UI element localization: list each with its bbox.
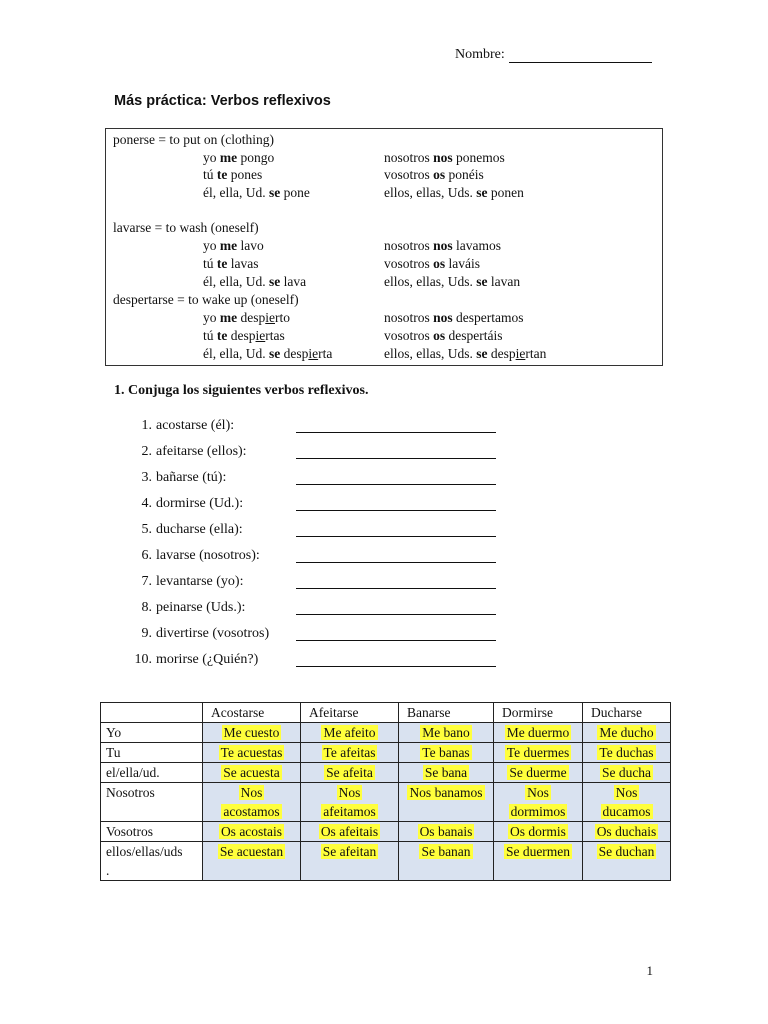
table-header-cell: Acostarse xyxy=(203,703,301,723)
conj-plural: nosotros nos lavamos xyxy=(384,238,502,253)
conj-plural: vosotros os despertáis xyxy=(384,328,503,343)
table-cell: Me duermo xyxy=(494,723,583,743)
row-label: Nosotros xyxy=(101,783,203,822)
conj-plural: nosotros nos ponemos xyxy=(384,150,505,165)
conj-singular: tú te lavas xyxy=(203,256,259,271)
row-label: Tu xyxy=(101,743,203,763)
conj-plural: ellos, ellas, Uds. se ponen xyxy=(384,185,524,200)
table-row xyxy=(101,842,671,881)
table-row xyxy=(101,723,671,743)
row-label: Yo xyxy=(101,723,203,743)
conj-plural: nosotros nos despertamos xyxy=(384,310,524,325)
table-row xyxy=(101,783,671,822)
row-label: Vosotros xyxy=(101,822,203,842)
table-cell: Me ducho xyxy=(583,723,671,743)
table-header-cell xyxy=(101,703,203,723)
conj-plural: ellos, ellas, Uds. se despiertan xyxy=(384,346,547,361)
conj-plural: ellos, ellas, Uds. se lavan xyxy=(384,274,521,289)
conj-singular: tú te pones xyxy=(203,167,263,182)
verb-infinitive: ponerse = to put on (clothing) xyxy=(113,132,274,147)
table-cell: Nos afeitamos xyxy=(301,783,399,822)
row-label: el/ella/ud. xyxy=(101,763,203,783)
table-cell: Nos acostamos xyxy=(203,783,301,822)
table-row xyxy=(101,743,671,763)
answer-blank[interactable] xyxy=(296,614,496,615)
table-header-cell: Afeitarse xyxy=(301,703,399,723)
table-cell: Te duermes xyxy=(494,743,583,763)
table-cell: Me bano xyxy=(399,723,494,743)
table-cell: Os banais xyxy=(399,822,494,842)
table-cell: Se bana xyxy=(399,763,494,783)
table-cell: Te acuestas xyxy=(203,743,301,763)
page-title: Más práctica: Verbos reflexivos xyxy=(114,93,331,109)
table-cell: Se acuestan xyxy=(203,842,301,881)
table-cell: Se ducha xyxy=(583,763,671,783)
conj-singular: él, ella, Ud. se lava xyxy=(203,274,307,289)
answer-blank[interactable] xyxy=(296,562,496,563)
table-cell: Se banan xyxy=(399,842,494,881)
table-cell: Se afeita xyxy=(301,763,399,783)
table-cell: Se afeitan xyxy=(301,842,399,881)
table-row xyxy=(101,822,671,842)
table-cell: Te banas xyxy=(399,743,494,763)
name-label: Nombre: xyxy=(455,47,505,62)
answer-blank[interactable] xyxy=(296,510,496,511)
answer-blank[interactable] xyxy=(296,458,496,459)
verb-infinitive: lavarse = to wash (oneself) xyxy=(113,220,259,235)
page-number: 1 xyxy=(646,963,653,978)
answer-blank[interactable] xyxy=(296,536,496,537)
conj-singular: él, ella, Ud. se despierta xyxy=(203,346,333,361)
table-cell: Os acostais xyxy=(203,822,301,842)
table-cell: Nos banamos xyxy=(399,783,494,822)
table-cell: Te afeitas xyxy=(301,743,399,763)
row-label: ellos/ellas/uds . xyxy=(101,842,203,881)
table-header-row xyxy=(101,703,671,723)
table-cell: Os duchais xyxy=(583,822,671,842)
table-cell: Se acuesta xyxy=(203,763,301,783)
table-cell: Nos ducamos xyxy=(583,783,671,822)
table-header-cell: Dormirse xyxy=(494,703,583,723)
table-cell: Se duerme xyxy=(494,763,583,783)
conj-singular: yo me despierto xyxy=(203,310,290,325)
table-header-cell: Banarse xyxy=(399,703,494,723)
conjugation-table xyxy=(100,702,671,881)
exercise-instruction: 1. Conjuga los siguientes verbos reflexivos. xyxy=(114,383,369,398)
answer-blank[interactable] xyxy=(296,432,496,433)
reference-box xyxy=(105,128,663,366)
conj-singular: yo me lavo xyxy=(203,238,264,253)
table-cell: Os afeitais xyxy=(301,822,399,842)
table-header-cell: Ducharse xyxy=(583,703,671,723)
answer-blank[interactable] xyxy=(296,666,496,667)
name-blank-line[interactable] xyxy=(509,48,652,63)
table-cell: Se duermen xyxy=(494,842,583,881)
table-cell: Se duchan xyxy=(583,842,671,881)
table-cell: Os dormis xyxy=(494,822,583,842)
answer-blank[interactable] xyxy=(296,640,496,641)
table-cell: Te duchas xyxy=(583,743,671,763)
conj-singular: yo me pongo xyxy=(203,150,275,165)
answer-blank[interactable] xyxy=(296,484,496,485)
conj-singular: él, ella, Ud. se pone xyxy=(203,185,310,200)
table-row xyxy=(101,763,671,783)
table-cell: Nos dormimos xyxy=(494,783,583,822)
conj-singular: tú te despiertas xyxy=(203,328,285,343)
verb-infinitive: despertarse = to wake up (oneself) xyxy=(113,292,299,307)
table-cell: Me afeito xyxy=(301,723,399,743)
answer-blank[interactable] xyxy=(296,588,496,589)
conj-plural: vosotros os ponéis xyxy=(384,167,484,182)
conj-plural: vosotros os laváis xyxy=(384,256,481,271)
name-field xyxy=(455,47,652,63)
table-cell: Me cuesto xyxy=(203,723,301,743)
